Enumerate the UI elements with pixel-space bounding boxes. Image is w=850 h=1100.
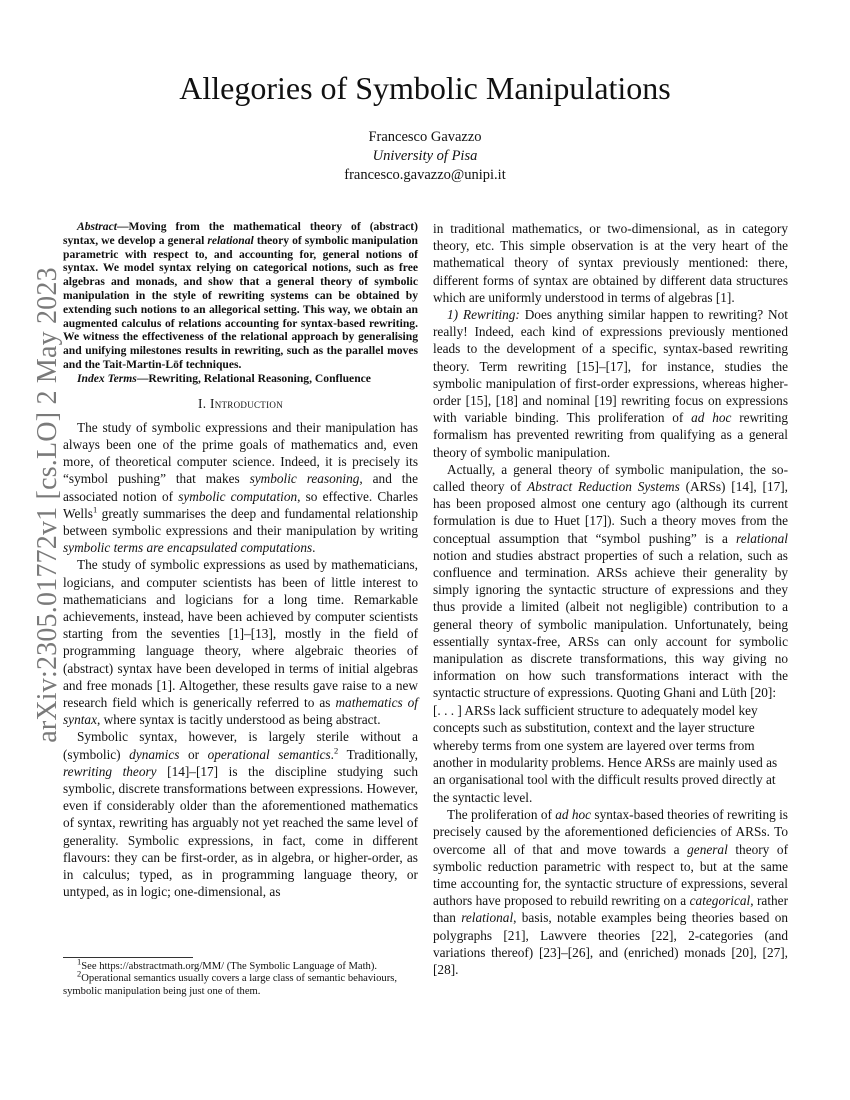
arxiv-sidebar (33, 265, 63, 745)
author-affiliation: University of Pisa (372, 148, 478, 164)
right-column (433, 220, 788, 978)
paragraph: The study of symbolic expressions as used by mathematicians, logicians, and computer scientists has been of little interest to mathematicians and logicians for a long time. Remarkable achievements, instead, have been achieved by computer scientists starting from the seventies [1]–[13], mostly in the field of programming language theory, where algebraic theories of (abstract) syntax have been developed in terms of initial algebras and free monads [1]. Altogether, these results gave raise to a new research field which is generically referred to as mathematics of syntax, where syntax is tacitly understood as being abstract. (63, 557, 418, 728)
footnotes (63, 957, 418, 998)
index-terms: Index Terms—Rewriting, Relational Reasoning, Confluence (77, 371, 371, 385)
block-quote: [. . . ] ARSs lack sufficient structure to adequately model key concepts such as substitution, context and the layer structure whereby terms from one system are layered over terms from another in modularity problems. Hence ARSs are mainly used as an organisational tool with the difficult results proved directly at the syntactic level. (433, 702, 778, 805)
paragraph: The study of symbolic expressions and their manipulation has always been one of the prime goals of mathematics and, even more, of theoretical computer science. Indeed, it is precisely its “symbol pushing” that makes symbolic reasoning, and the associated notion of symbolic computation, so effective. Charles Wells$^1$ greatly summarises the deep and fundamental relationship between symbolic expressions and their manipulation by writing symbolic terms are encapsulated computations. (63, 419, 418, 556)
paragraph: Actually, a general theory of symbolic manipulation, the so-called theory of Abstract Reduction Systems (ARSs) [14], [17], has been proposed almost one century ago (although its current formulation is due to Huet [17]). Such a theory moves from the conceptual assumption that “symbol pushing” is a relational notion and studies abstract properties of such a relation, such as confluence and termination. ARSs achieve their generality by simply ignoring the syntactic structure of expressions and they thus provide a limited (albeit not negligible) contribution to a general theory of symbolic manipulation. Unfortunately, being essentially syntax-free, ARSs can only account for symbolic manipulation as discrete transformations, this way giving no information on how such transformations interact with the syntactic structure of expressions. Quoting Ghani and Lüth [20]: (433, 461, 789, 701)
abstract-label: Abstract (77, 220, 117, 233)
footnote-divider (63, 957, 193, 958)
abstract: Abstract—Moving from the mathematical theory of (abstract) syntax, we develop a general relational theory of symbolic manipulation parametric with respect to, and accounting for, general notions of syntax. We model syntax relying on categorical notions, such as free algebras and monads, and show that a general theory of symbolic manipulation in the style of rewriting systems can be obtained by extending such notions to an allegorical setting. This way, we obtain an augmented calculus of relations accounting for syntax-based rewriting. We witness the effectiveness of the relational approach by generalising and unifying milestones results in rewriting, such as the parallel moves and the Tait-Martin-Löf techniques. (63, 220, 419, 371)
paragraph: 1) Rewriting: Does anything similar happen to rewriting? Not really! Indeed, each kind of expressions previously mentioned leads to the development of a specific, syntax-based rewriting theory. Term rewriting [15]–[17], for instance, studies the symbolic manipulation of first-order expressions, whereas higher-order [15], [18] and nominal [19] rewriting focus on expressions with variable binding. This proliferation of ad hoc rewriting formalism has prevented rewriting from qualifying as a general theory of symbolic manipulation. (433, 307, 789, 460)
paragraph: in traditional mathematics, or two-dimensional, as in category theory, etc. This simple observation is at the very heart of the mathematical theory of syntax previously mentioned: there, different forms of syntax are obtained by different data structures which are uniformly understood in terms of algebras [1]. (433, 221, 788, 305)
footnote-ref: 2 (334, 745, 339, 756)
index-terms-label: Index Terms (77, 371, 137, 385)
footnote: $^2$Operational semantics usually covers a large class of semantic behaviours, symbolic manipulation being just one of them. (63, 968, 397, 997)
author-block (0, 128, 850, 185)
section-heading-introduction: I. Introduction (198, 395, 283, 411)
paper-title: Allegories of Symbolic Manipulations (179, 70, 671, 106)
footnote-ref: 1 (92, 504, 98, 515)
author-email: francesco.gavazzo@unipi.it (344, 167, 506, 183)
left-column (63, 220, 418, 900)
paragraph: Symbolic syntax, however, is largely sterile without a (symbolic) dynamics or operational semantics.$^2$ Traditionally, rewriting theory [14]–[17] is the discipline studying such symbolic, discrete transformations between expressions. However, even if considerably older than the aforementioned mathematics of syntax, rewriting has arguably not yet reached the same level of generality. Symbolic expressions, in fact, come in different flavours: they can be first-order, as in algebra, or higher-order, as in calculus; typed, as in programming language theory, or untyped, as in logic; one-dimensional, as (63, 729, 418, 900)
arxiv-stamp: arXiv:2305.01772v1 [cs.LO] 2 May 2023 (32, 267, 63, 743)
paragraph: The proliferation of ad hoc syntax-based theories of rewriting is precisely caused by the aforementioned deficiencies of ARSs. To overcome all of that and move towards a general theory of symbolic reduction parametric with respect to, but at the same time accounting for, the syntactic structure of expressions, several authors have proposed to rebuild rewriting on a categorical, rather than relational, basis, notable examples being theories based on polygraphs [21], Lawvere theories [22], 2-categories (and variations thereof) [23]–[26], and (enriched) monads [20], [27], [28]. (433, 807, 789, 977)
footnote: $^1$See https://abstractmath.org/MM/ (The Symbolic Language of Math). (77, 956, 378, 972)
author-name: Francesco Gavazzo (368, 129, 482, 145)
subsection-label: 1) Rewriting: (447, 307, 520, 323)
